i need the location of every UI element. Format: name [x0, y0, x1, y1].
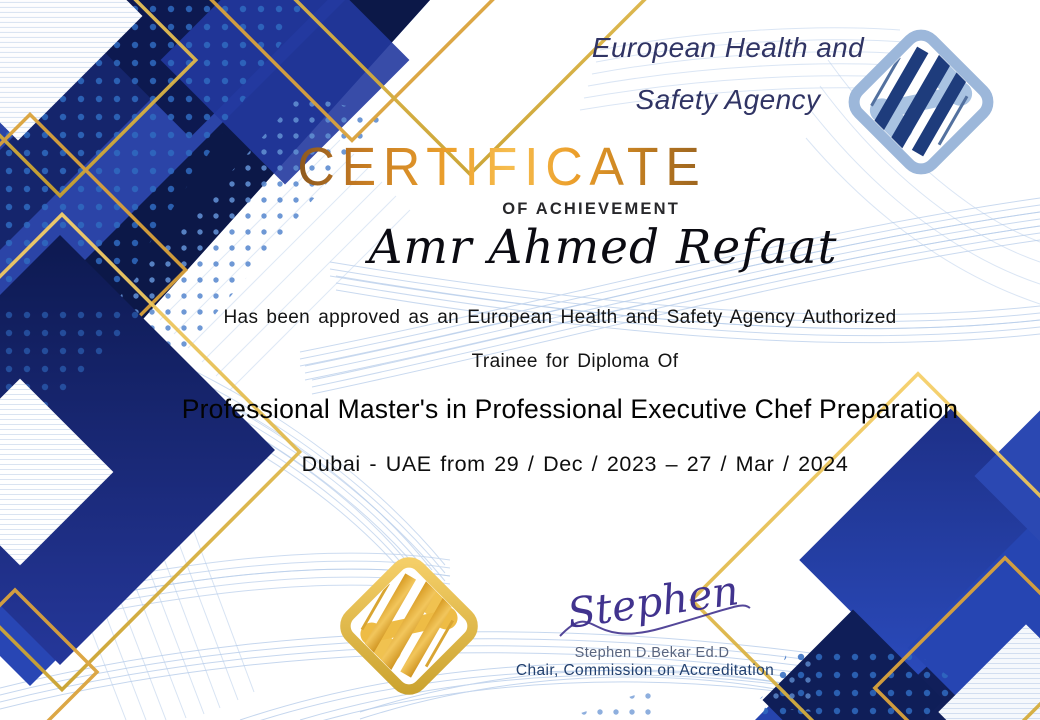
approval-line: Has been approved as an European Health and Safety Agency Authorized [223, 307, 897, 328]
signatory-title: Chair, Commission on Accreditation [515, 662, 775, 679]
signature-script: Stephen [564, 566, 742, 638]
location-dates: Dubai - UAE from 29 / Dec / 2023 – 27 / Mar / 2024 [301, 452, 849, 476]
certificate-title: CERTIFICATE [297, 137, 707, 197]
agency-name-line2: Safety Agency [635, 84, 821, 115]
diploma-title: Professional Master's in Professional Executive Chef Preparation [181, 394, 959, 424]
agency-name-line1: European Health and [591, 32, 865, 63]
certificate-subtitle: OF ACHIEVEMENT [502, 200, 680, 218]
trainee-line: Trainee for Diploma Of [471, 351, 679, 372]
recipient-name: Amr Ahmed Refaat [368, 220, 838, 275]
signatory-name: Stephen D.Bekar Ed.D [574, 645, 730, 661]
